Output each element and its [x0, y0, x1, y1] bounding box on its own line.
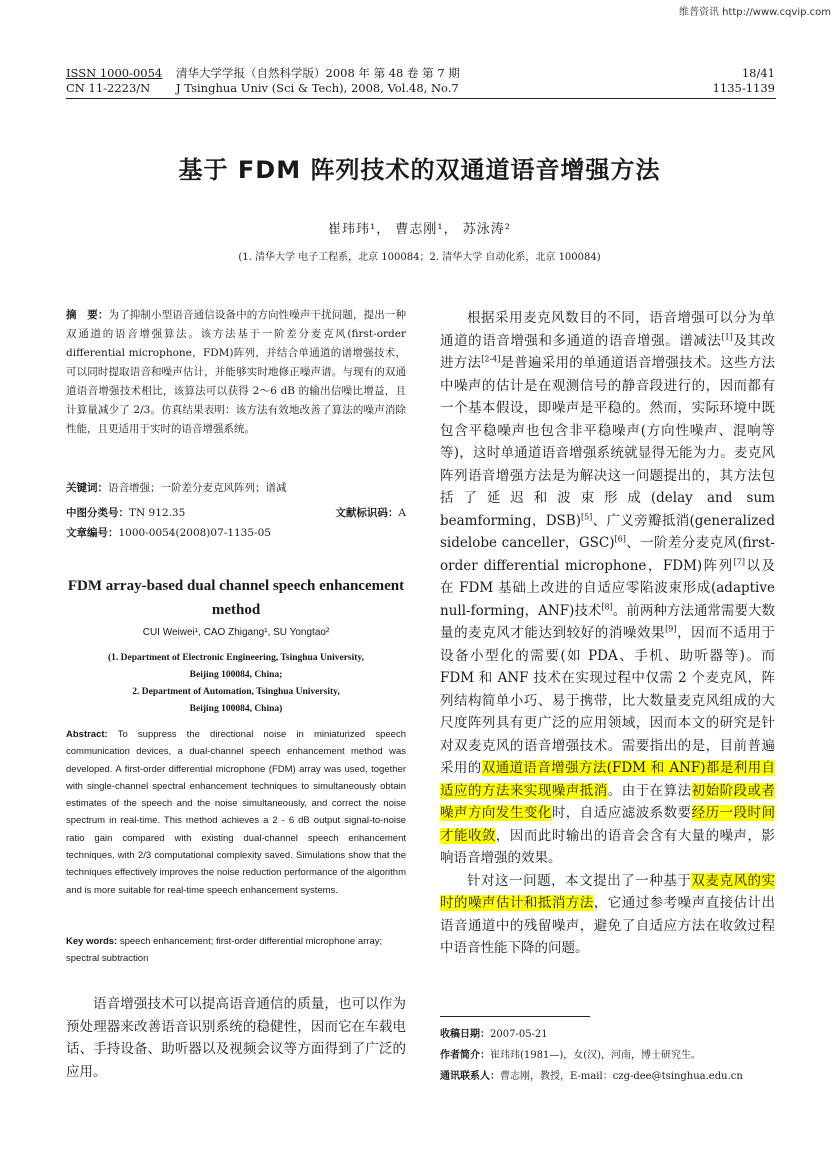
class-info	[66, 504, 406, 523]
affil-en-line2: Beijing 100084, China;	[189, 670, 283, 680]
contact-value: 曹志刚，教授，E-mail：czg-dee@tsinghua.edu.cn	[500, 1071, 743, 1082]
header-right	[713, 66, 775, 96]
issn: ISSN 1000-0054	[66, 66, 163, 80]
bio-label: 作者简介：	[440, 1050, 490, 1061]
article-id-label: 文章编号：	[66, 527, 119, 539]
highlighted-text: 双麦克风的实时的噪声估计和抵消方法	[440, 872, 776, 911]
keywords-en-text: speech enhancement; first-order differential microphone array; spectral subtraction	[66, 936, 383, 964]
text-run: 针对这一问题，本文提出了一种基于	[467, 872, 692, 889]
footnote-rule	[440, 1016, 590, 1017]
intro-paragraph: 语音增强技术可以提高语音通信的质量，也可以作为预处理器来改善语音识别系统的稳健性，因而它在车载电话、手持设备、助听器以及视频会议等方面得到了广泛的应用。	[66, 996, 406, 1080]
affiliation-en	[66, 650, 406, 718]
article-number: 18/41	[741, 66, 775, 80]
body-right-column	[440, 307, 775, 960]
abstract-cn-text: 为了抑制小型语音通信设备中的方向性噪声干扰问题，提出一种双通道的语音增强算法。该方法基于一阶差分麦克风(first-order differential microphone，FDM)阵列，并结合单通道的谱增强技术，可以同时提取语音和噪声估计，并能够实时地修正噪声谱。与现有的双通道语音增强技术相比，该算法可以获得 2～6 dB 的输出信噪比增益，且计算量减少了 2/3。仿真结果表明：该方法有效地改善了算法的噪声消除性能，且更适用于实时的语音增强系统。	[66, 309, 407, 435]
affiliation: (1. 清华大学 电子工程系，北京 100084；2. 清华大学 自动化系，北京 100084)	[238, 252, 601, 263]
body-left-column	[66, 993, 406, 1083]
abstract-en-label: Abstract:	[66, 729, 108, 740]
contact-label: 通讯联系人：	[440, 1071, 500, 1082]
keywords-cn	[66, 479, 406, 498]
received-value: 2007-05-21	[490, 1029, 548, 1040]
text-run: ，它通过参考噪声直接估计出语音通道中的残留噪声，避免了自适应方法在收敛过程中语音性能下降的问题。	[440, 895, 776, 956]
received-label: 收稿日期：	[440, 1029, 490, 1040]
keywords-cn-label: 关键词：	[66, 482, 108, 494]
affil-en-line3: 2. Department of Automation, Tsinghua University,	[132, 687, 340, 697]
citation: [5]	[580, 512, 593, 521]
doc-code-label: 文献标识码：	[335, 507, 399, 519]
text-run: 、广义旁瓣抵消(generalized sidelobe canceller，GSC)	[440, 512, 775, 551]
article-id	[66, 524, 406, 543]
keywords-cn-text: 语音增强；一阶差分麦克风阵列；谱减	[108, 482, 287, 494]
highlighted-text: 经历一段时间才能收敛	[440, 805, 776, 844]
body-paragraph-2	[440, 870, 775, 960]
author-bio	[440, 1045, 780, 1066]
abstract-cn	[66, 306, 406, 439]
received-date	[440, 1024, 780, 1045]
keywords-en-label: Key words:	[66, 936, 118, 947]
highlighted-text: 双通道语音增强方法(FDM 和 ANF)都是利用自适应的方法来实现噪声抵消	[440, 760, 776, 799]
doc-code-value: A	[398, 507, 406, 519]
citation: [7]	[733, 557, 746, 566]
footnotes	[440, 1024, 780, 1087]
contact	[440, 1066, 780, 1087]
authors-en: CUI Weiwei¹, CAO Zhigang¹, SU Yongtao²	[142, 627, 330, 638]
abstract-cn-label: 摘 要：	[66, 309, 109, 321]
citation: [2-4]	[481, 354, 501, 364]
affil-en-line4: Beijing 100084, China)	[189, 704, 283, 714]
citation: [1]	[721, 332, 733, 341]
affil-en-line1: (1. Department of Electronic Engineering, Tsinghua University,	[107, 653, 365, 663]
journal-en: J Tsinghua Univ (Sci & Tech), 2008, Vol.48, No.7	[176, 81, 459, 95]
header-journal	[176, 66, 460, 96]
text-run: ，因而不适用于设备小型化的需要(如 PDA、手机、助听器等)。而 FDM 和 ANF 技术在实现过程中仅需 2 个麦克风，阵列结构简单小巧、易于携带，比大数量麦克风组成的大尺度阵列具有更广泛的应用领域，因而本文的研究是针对双麦克风的语音增强技术。需要指出的是，目前普遍采用的	[440, 625, 776, 776]
header-rule	[66, 98, 776, 99]
abstract-en	[66, 726, 406, 899]
header-left	[66, 66, 162, 96]
title-en: FDM array-based dual channel speech enhancement method	[67, 578, 405, 618]
authors: 崔玮玮¹， 曹志刚¹， 苏泳涛²	[328, 222, 511, 237]
text-run: 以及在 FDM 基础上改进的自适应零陷波束形成(adaptive null-forming，ANF)技术	[440, 557, 775, 619]
text-run: 。前两种方法通常需要大数量的麦克风才能达到较好的消噪效果	[440, 602, 775, 641]
page-range: 1135-1139	[712, 81, 775, 95]
text-run: ，因而此时输出的语音会含有大量的噪声，影响语音增强的效果。	[440, 827, 776, 866]
abstract-en-text: To suppress the directional noise in miniaturized speech communication devices, a dual-channel speech enhancement method was developed. A first-order differential microphone (FDM) array was used, together with single-channel spectral enhancement techniques to simultaneously obtain estimates of the speech and the noise simultaneously, and correct the noise spectrum in real-time. This method achieves a 2 - 6 dB output signal-to-noise ratio gain compared with existing dual-channel speech enhancement techniques, with 2/3 computational complexity saved. Simulations show that the techniques effectively improves the noise reduction performance of the algorithm and is more suitable for real-time speech enhancement systems.	[66, 729, 406, 896]
class-no-label: 中图分类号：	[66, 507, 129, 519]
keywords-en	[66, 933, 406, 967]
text-run: 根据采用麦克风数目的不同，语音增强可以分为单通道的语音增强和多通道的语音增强。谱减法	[440, 310, 775, 349]
citation: [9]	[665, 624, 677, 634]
cn-number: CN 11-2223/N	[66, 81, 151, 95]
citation: [6]	[614, 534, 626, 544]
bio-value: 崔玮玮(1981—)，女(汉)，河南，博士研究生。	[490, 1050, 702, 1061]
citation: [8]	[601, 602, 613, 611]
text-run: 、一阶差分麦克风(first-order differential microphone，FDM)阵列	[440, 535, 775, 574]
paper-title: 基于 FDM 阵列技术的双通道语音增强方法	[178, 156, 661, 184]
text-run: 是普遍采用的单通道语音增强技术。这些方法中噪声的估计是在观测信号的静音段进行的，因而都有一个基本假设，即噪声是平稳的。然而，实际环境中既包含平稳噪声也包含非平稳噪声(方向性噪声、混响等等)，这时单通道语音增强系统就显得无能为力。麦克风阵列语音增强方法是为解决这一问题提出的，其方法包括了延迟和波束形成(delay and sum beamforming，DSB)	[440, 355, 776, 529]
text-run: 及其改进方法	[440, 332, 776, 371]
text-run: 时，自适应滤波系数要	[551, 805, 692, 821]
body-paragraph-1	[440, 307, 775, 870]
journal-cn: 清华大学学报（自然科学版）2008 年 第 48 卷 第 7 期	[176, 66, 460, 80]
text-run: 。由于在算法	[607, 782, 692, 799]
class-no-value: TN 912.35	[129, 507, 186, 519]
highlighted-text: 初始阶段或者噪声方向发生变化	[440, 782, 776, 821]
watermark: 维普资讯 http://www.cqvip.com	[678, 7, 831, 18]
article-id-value: 1000-0054(2008)07-1135-05	[118, 527, 271, 539]
